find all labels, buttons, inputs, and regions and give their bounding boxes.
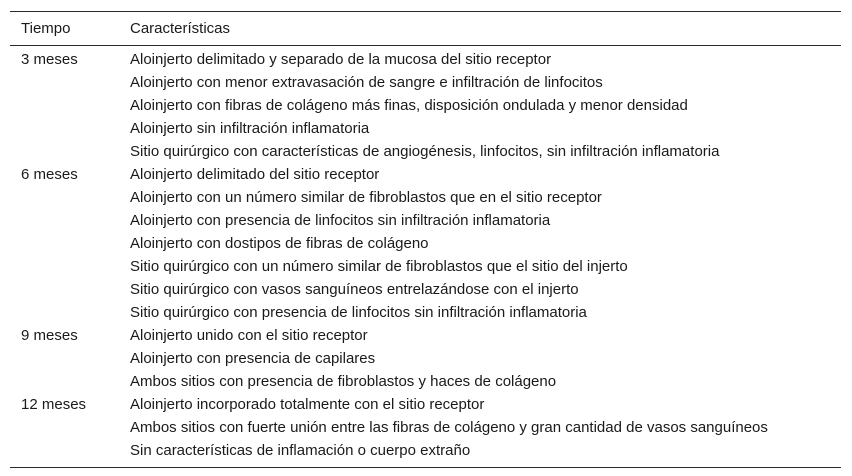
table-row	[10, 71, 841, 94]
row-time-cell: 6 meses	[21, 166, 78, 183]
table-row	[10, 370, 841, 393]
row-characteristic-cell: Ambos sitios con fuerte unión entre las fibras de colágeno y gran cantidad de vasos sanguíneos	[130, 419, 768, 436]
table-row	[10, 393, 841, 416]
row-characteristic-cell: Aloinjerto delimitado y separado de la mucosa del sitio receptor	[130, 51, 552, 68]
table-row	[10, 439, 841, 462]
row-time-cell: 12 meses	[21, 396, 87, 413]
table-row	[10, 255, 841, 278]
row-characteristic-cell: Aloinjerto sin infiltración inflamatoria	[130, 120, 370, 137]
row-characteristic-cell: Ambos sitios con presencia de fibroblastos y haces de colágeno	[130, 373, 557, 390]
table-body	[10, 46, 841, 467]
header-time: Tiempo	[21, 20, 71, 37]
row-characteristic-cell: Sitio quirúrgico con características de angiogénesis, linfocitos, sin infiltración inflamatoria	[130, 143, 720, 160]
table-row	[10, 94, 841, 117]
row-time-cell: 3 meses	[21, 51, 78, 68]
row-characteristic-cell: Aloinjerto incorporado totalmente con el sitio receptor	[130, 396, 485, 413]
characteristics-table	[10, 11, 841, 468]
table-row	[10, 301, 841, 324]
row-characteristic-cell: Aloinjerto con un número similar de fibroblastos que en el sitio receptor	[130, 189, 602, 206]
table-row	[10, 48, 841, 71]
row-characteristic-cell: Aloinjerto unido con el sitio receptor	[130, 327, 368, 344]
row-characteristic-cell: Aloinjerto con presencia de linfocitos sin infiltración inflamatoria	[130, 212, 551, 229]
table-row	[10, 232, 841, 255]
row-characteristic-cell: Sitio quirúrgico con presencia de linfocitos sin infiltración inflamatoria	[130, 304, 587, 321]
header-characteristics: Características	[130, 20, 231, 37]
table-row	[10, 163, 841, 186]
table-row	[10, 278, 841, 301]
table-header-row	[10, 12, 841, 45]
row-characteristic-cell: Aloinjerto con menor extravasación de sangre e infiltración de linfocitos	[130, 74, 603, 91]
table-row	[10, 324, 841, 347]
row-characteristic-cell: Sitio quirúrgico con vasos sanguíneos entrelazándose con el injerto	[130, 281, 579, 298]
row-time-cell: 9 meses	[21, 327, 78, 344]
table-row	[10, 416, 841, 439]
row-characteristic-cell: Aloinjerto con fibras de colágeno más finas, disposición ondulada y menor densidad	[130, 97, 688, 114]
table-row	[10, 186, 841, 209]
row-characteristic-cell: Aloinjerto delimitado del sitio receptor	[130, 166, 380, 183]
row-characteristic-cell: Sitio quirúrgico con un número similar de fibroblastos que el sitio del injerto	[130, 258, 628, 275]
table-row	[10, 117, 841, 140]
table-row	[10, 347, 841, 370]
row-characteristic-cell: Aloinjerto con dostipos de fibras de colágeno	[130, 235, 429, 252]
row-characteristic-cell: Sin características de inflamación o cuerpo extraño	[130, 442, 471, 459]
table-row	[10, 209, 841, 232]
table-bottom-rule	[10, 467, 841, 468]
row-characteristic-cell: Aloinjerto con presencia de capilares	[130, 350, 376, 367]
table-row	[10, 140, 841, 163]
